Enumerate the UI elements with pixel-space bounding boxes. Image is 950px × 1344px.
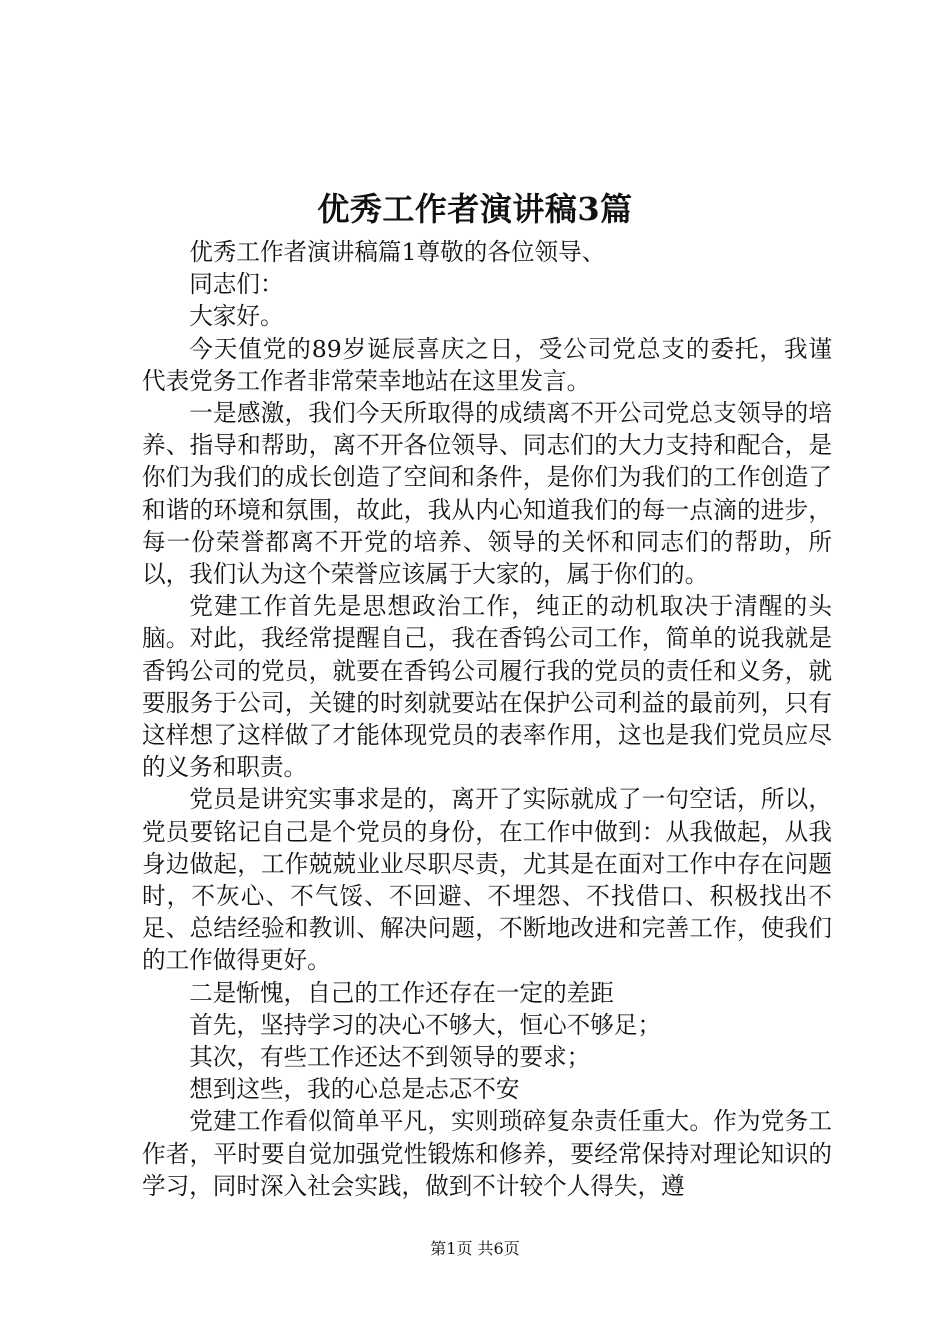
paragraph: 大家好。 [189,302,284,331]
paragraph: 二是惭愧，自己的工作还存在一定的差距 [189,978,614,1007]
page-footer: 第1页 共6页 [430,1239,520,1258]
paragraph: 同志们： [189,270,284,299]
paragraph: 一是感激，我们今天所取得的成绩离不开公司党总支领导的培养、指导和帮助，离不开各位领导、同志们的大力支持和配合，是你们为我们的成长创造了空间和条件，是你们为我们的工作创造了和谐的环境和氛围，故此，我从内心知道我们的每一点滴的进步，每一份荣誉都离不开党的培养、领导的关怀和同志们的帮助，所以，我们认为这个荣誉应该属于大家的，属于你们的。 [142,399,832,589]
paragraph: 党建工作首先是思想政治工作，纯正的动机取决于清醒的头脑。对此，我经常提醒自己，我在香钨公司工作，简单的说我就是香钨公司的党员，就要在香钨公司履行我的党员的责任和义务，就要服务于公司，关键的时刻就要站在保护公司利益的最前列，只有这样想了这样做了才能体现党员的表率作用，这也是我们党员应尽的义务和职责。 [142,592,832,782]
paragraph: 今天值党的89岁诞辰喜庆之日，受公司党总支的委托，我谨代表党务工作者非常荣幸地站在这里发言。 [142,334,832,395]
paragraph: 想到这些，我的心总是忐忑不安 [189,1075,520,1104]
paragraph: 其次，有些工作还达不到领导的要求； [189,1043,591,1072]
paragraph: 党员是讲究实事求是的，离开了实际就成了一句空话，所以，党员要铭记自己是个党员的身份，在工作中做到：从我做起，从我身边做起，工作兢兢业业尽职尽责，尤其是在面对工作中存在问题时，不灰心、不气馁、不回避、不埋怨、不找借口、积极找出不足、总结经验和教训、解决问题，不断地改进和完善工作，使我们的工作做得更好。 [142,785,832,975]
document-body [142,236,832,1202]
paragraph: 优秀工作者演讲稿篇1尊敬的各位领导、 [189,238,606,266]
document-title: 优秀工作者演讲稿3篇 [317,190,633,228]
paragraph: 首先，坚持学习的决心不够大，恒心不够足； [189,1010,662,1039]
paragraph: 党建工作看似简单平凡，实则琐碎复杂责任重大。作为党务工作者，平时要自觉加强党性锻炼和修养，要经常保持对理论知识的学习，同时深入社会实践，做到不计较个人得失，遵 [142,1107,832,1200]
